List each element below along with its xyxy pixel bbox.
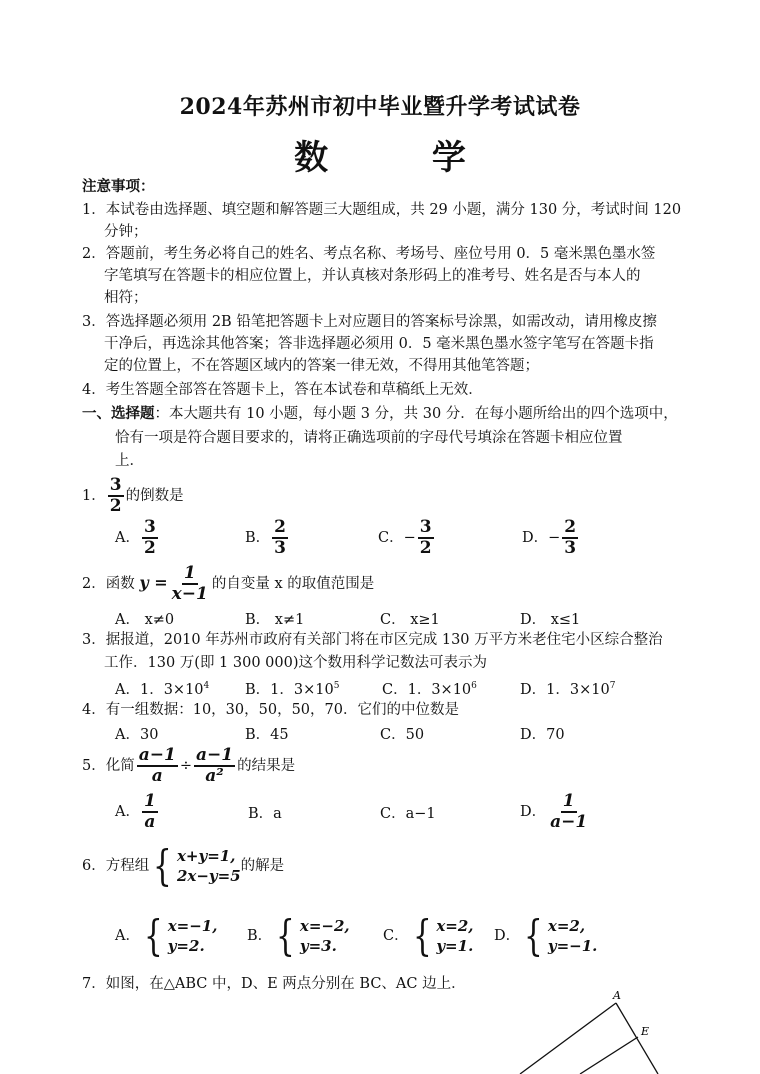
question-3-line2: 工作．130 万(即 1 300 000)这个数用科学记数法可表示为 <box>104 655 488 671</box>
note-3b: 干净后，再选涂其他答案；答非选择题必须用 0．5 毫米黑色墨水签字笔写在答题卡指 <box>104 336 654 352</box>
note-4: 4．考生答题全部答在答题卡上，答在本试卷和草稿纸上无效． <box>82 382 483 398</box>
note-2a: 2．答题前，考生务必将自己的姓名、考点名称、考场号、座位号用 0．5 毫米黑色墨水签 <box>82 246 656 262</box>
q3-option-b: B．1．$3\times 10^5$ <box>245 681 340 698</box>
note-3c: 定的位置上，不在答题区域内的答案一律无效，不得用其他笔答题； <box>104 358 539 374</box>
vertex-label-e: E <box>641 1025 650 1038</box>
q6-option-a: A． { x=−1, y=2. <box>115 911 218 960</box>
q4-option-a: A．30 <box>115 727 159 743</box>
q5-option-d: D． $\frac{1}{a-1}$ <box>520 791 588 832</box>
q5-option-b: B．a <box>248 806 282 822</box>
q5-option-a: A． $\frac{1}{a}$ <box>115 791 156 832</box>
note-2c: 相符； <box>104 290 148 306</box>
side-ac <box>616 1003 658 1074</box>
question-6-stem: 6．方程组 { x+y=1, 2x−y=5 的解是 <box>82 841 285 890</box>
question-3-line1: 3．据报道，2010 年苏州市政府有关部门将在市区完成 130 万平方米老住宅小区综合整治 <box>82 632 663 648</box>
q6-option-c: C． { x=2, y=1. <box>383 911 474 960</box>
question-5-stem: 5．化简 $\frac{a-1}{a}$ ÷ $\frac{a-1}{\text{a²}}$ 的结果是 <box>82 745 296 786</box>
subject-title: 数 学 <box>294 138 512 178</box>
q6-option-d: D． { x=2, y=−1. <box>494 911 598 960</box>
question-text: 的倒数是 <box>125 488 184 504</box>
q1-option-a: A． $\frac{3}{2}$ <box>115 517 156 558</box>
q5-option-c: C．a−1 <box>380 806 436 822</box>
q6-option-b: B． { x=−2, y=3. <box>247 911 350 960</box>
q2-option-d: D． x≤1 <box>520 612 581 628</box>
note-1a: 1．本试卷由选择题、填空题和解答题三大题组成，共 29 小题，满分 130 分，考试时间 120 <box>82 202 682 218</box>
question-7-stem: 7．如图，在△ABC 中，D、E 两点分别在 BC、AC 边上． <box>82 976 466 992</box>
vertex-label-a: A <box>613 989 621 1002</box>
question-2-stem: 2．函数 y = $\frac{1}{x-1}$ 的自变量 x 的取值范围是 <box>82 563 375 604</box>
question-number: 1． <box>82 488 106 504</box>
q3-option-a: A．1．$3\times 10^4$ <box>115 681 210 698</box>
q3-option-d: D．1．$3\times 10^7$ <box>520 681 616 698</box>
q3-option-c: C．1．$3\times 10^6$ <box>382 681 477 698</box>
side-ab <box>520 1003 616 1074</box>
q2-option-b: B． x≠1 <box>245 612 305 628</box>
triangle-figure <box>510 985 670 1074</box>
section-1-line2: 恰有一项是符合题目要求的，请将正确选项前的字母代号填涂在答题卡相应位置 <box>115 430 623 446</box>
q4-option-d: D．70 <box>520 727 565 743</box>
page-title: 2024年苏州市初中毕业暨升学考试试卷 <box>179 94 581 120</box>
question-4-stem: 4．有一组数据：10，30，50，50，70．它们的中位数是 <box>82 702 459 718</box>
q1-option-b: B． $\frac{2}{3}$ <box>245 517 286 558</box>
section-1-line1: ：本大题共有 10 小题，每小题 3 分，共 30 分．在每小题所给出的四个选项中， <box>154 406 678 422</box>
note-1b: 分钟； <box>104 224 148 240</box>
section-1-label: 一、选择题 <box>82 405 155 422</box>
fraction: $\frac{3}{2}$ <box>109 475 122 516</box>
note-3a: 3．答选择题必须用 2B 铅笔把答题卡上对应题目的答案标号涂黑，如需改动，请用橡皮擦 <box>82 314 657 330</box>
notes-heading: 注意事项： <box>82 178 155 195</box>
q4-option-c: C．50 <box>380 727 425 743</box>
question-1-stem <box>82 476 184 516</box>
section-1-line3: 上． <box>115 453 144 469</box>
section-1-intro <box>82 404 678 424</box>
note-2b: 字笔填写在答题卡的相应位置上，并认真核对条形码上的准考号、姓名是否与本人的 <box>104 268 641 284</box>
q2-option-a: A． x≠0 <box>115 612 175 628</box>
q1-option-d: D．− $\frac{2}{3}$ <box>522 517 577 558</box>
q1-option-c: C．− $\frac{3}{2}$ <box>378 517 432 558</box>
q2-option-c: C． x≥1 <box>380 612 440 628</box>
q4-option-b: B．45 <box>245 727 289 743</box>
segment-de <box>580 1037 638 1074</box>
